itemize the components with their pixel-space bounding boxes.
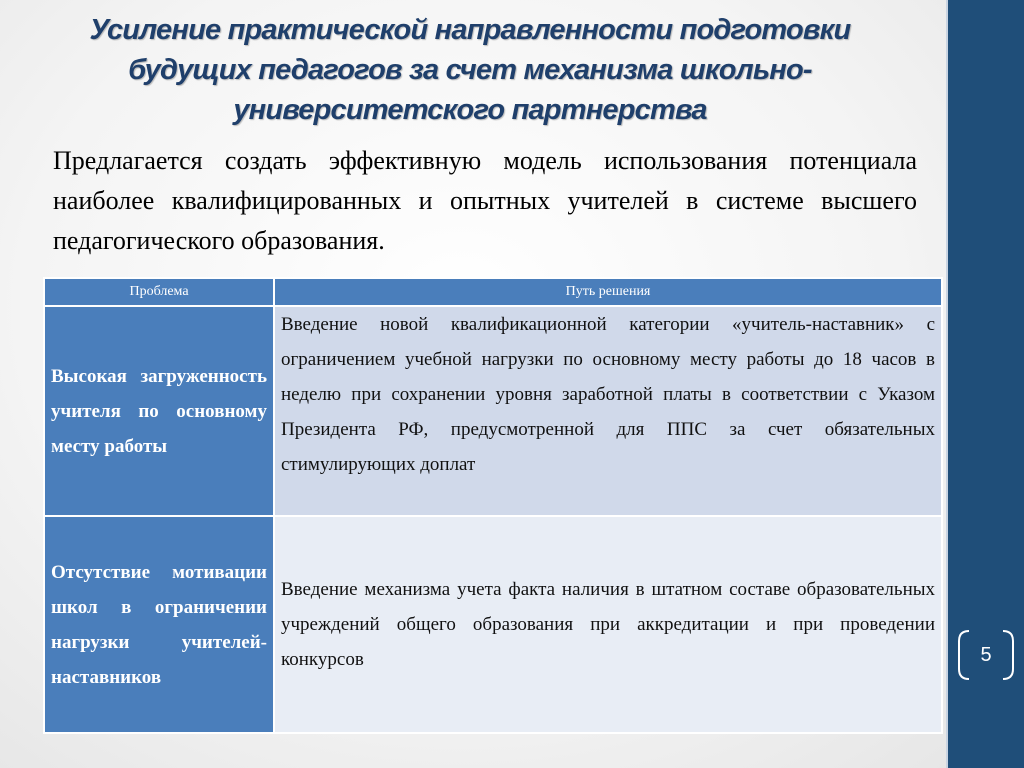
table-row xyxy=(44,306,942,516)
problem-cell: Отсутствие мотивации школ в ограничении нагрузки учителей-наставников xyxy=(44,516,274,733)
page-number: 5 xyxy=(980,644,992,666)
page-number-badge xyxy=(955,627,1017,683)
intro-paragraph: Предлагается создать эффективную модель использования потенциала наиболее квалифицированных и опытных учителей в системе высшего педагогического образования. xyxy=(53,146,917,255)
header-problem: Проблема xyxy=(44,278,274,306)
solution-cell: Введение новой квалификационной категории «учитель-наставник» с ограничением учебной нагрузки по основному месту работы до 18 часов в неделю при сохранении уровня заработной платы в соответствии с Указом Президента РФ, предусмотренной для ППС за счет обязательных стимулирующих доплат xyxy=(274,306,942,516)
table-header-row xyxy=(44,278,942,306)
problem-solution-table xyxy=(43,277,943,734)
table-row xyxy=(44,516,942,733)
problem-cell: Высокая загруженность учителя по основному месту работы xyxy=(44,306,274,516)
slide-title: Усиление практической направленности подготовки будущих педагогов за счет механизма школьно-университетского партнерства xyxy=(89,14,851,126)
header-solution: Путь решения xyxy=(274,278,942,306)
solution-cell: Введение механизма учета факта наличия в штатном составе образовательных учреждений общего образования при аккредитации и при проведении конкурсов xyxy=(274,516,942,733)
